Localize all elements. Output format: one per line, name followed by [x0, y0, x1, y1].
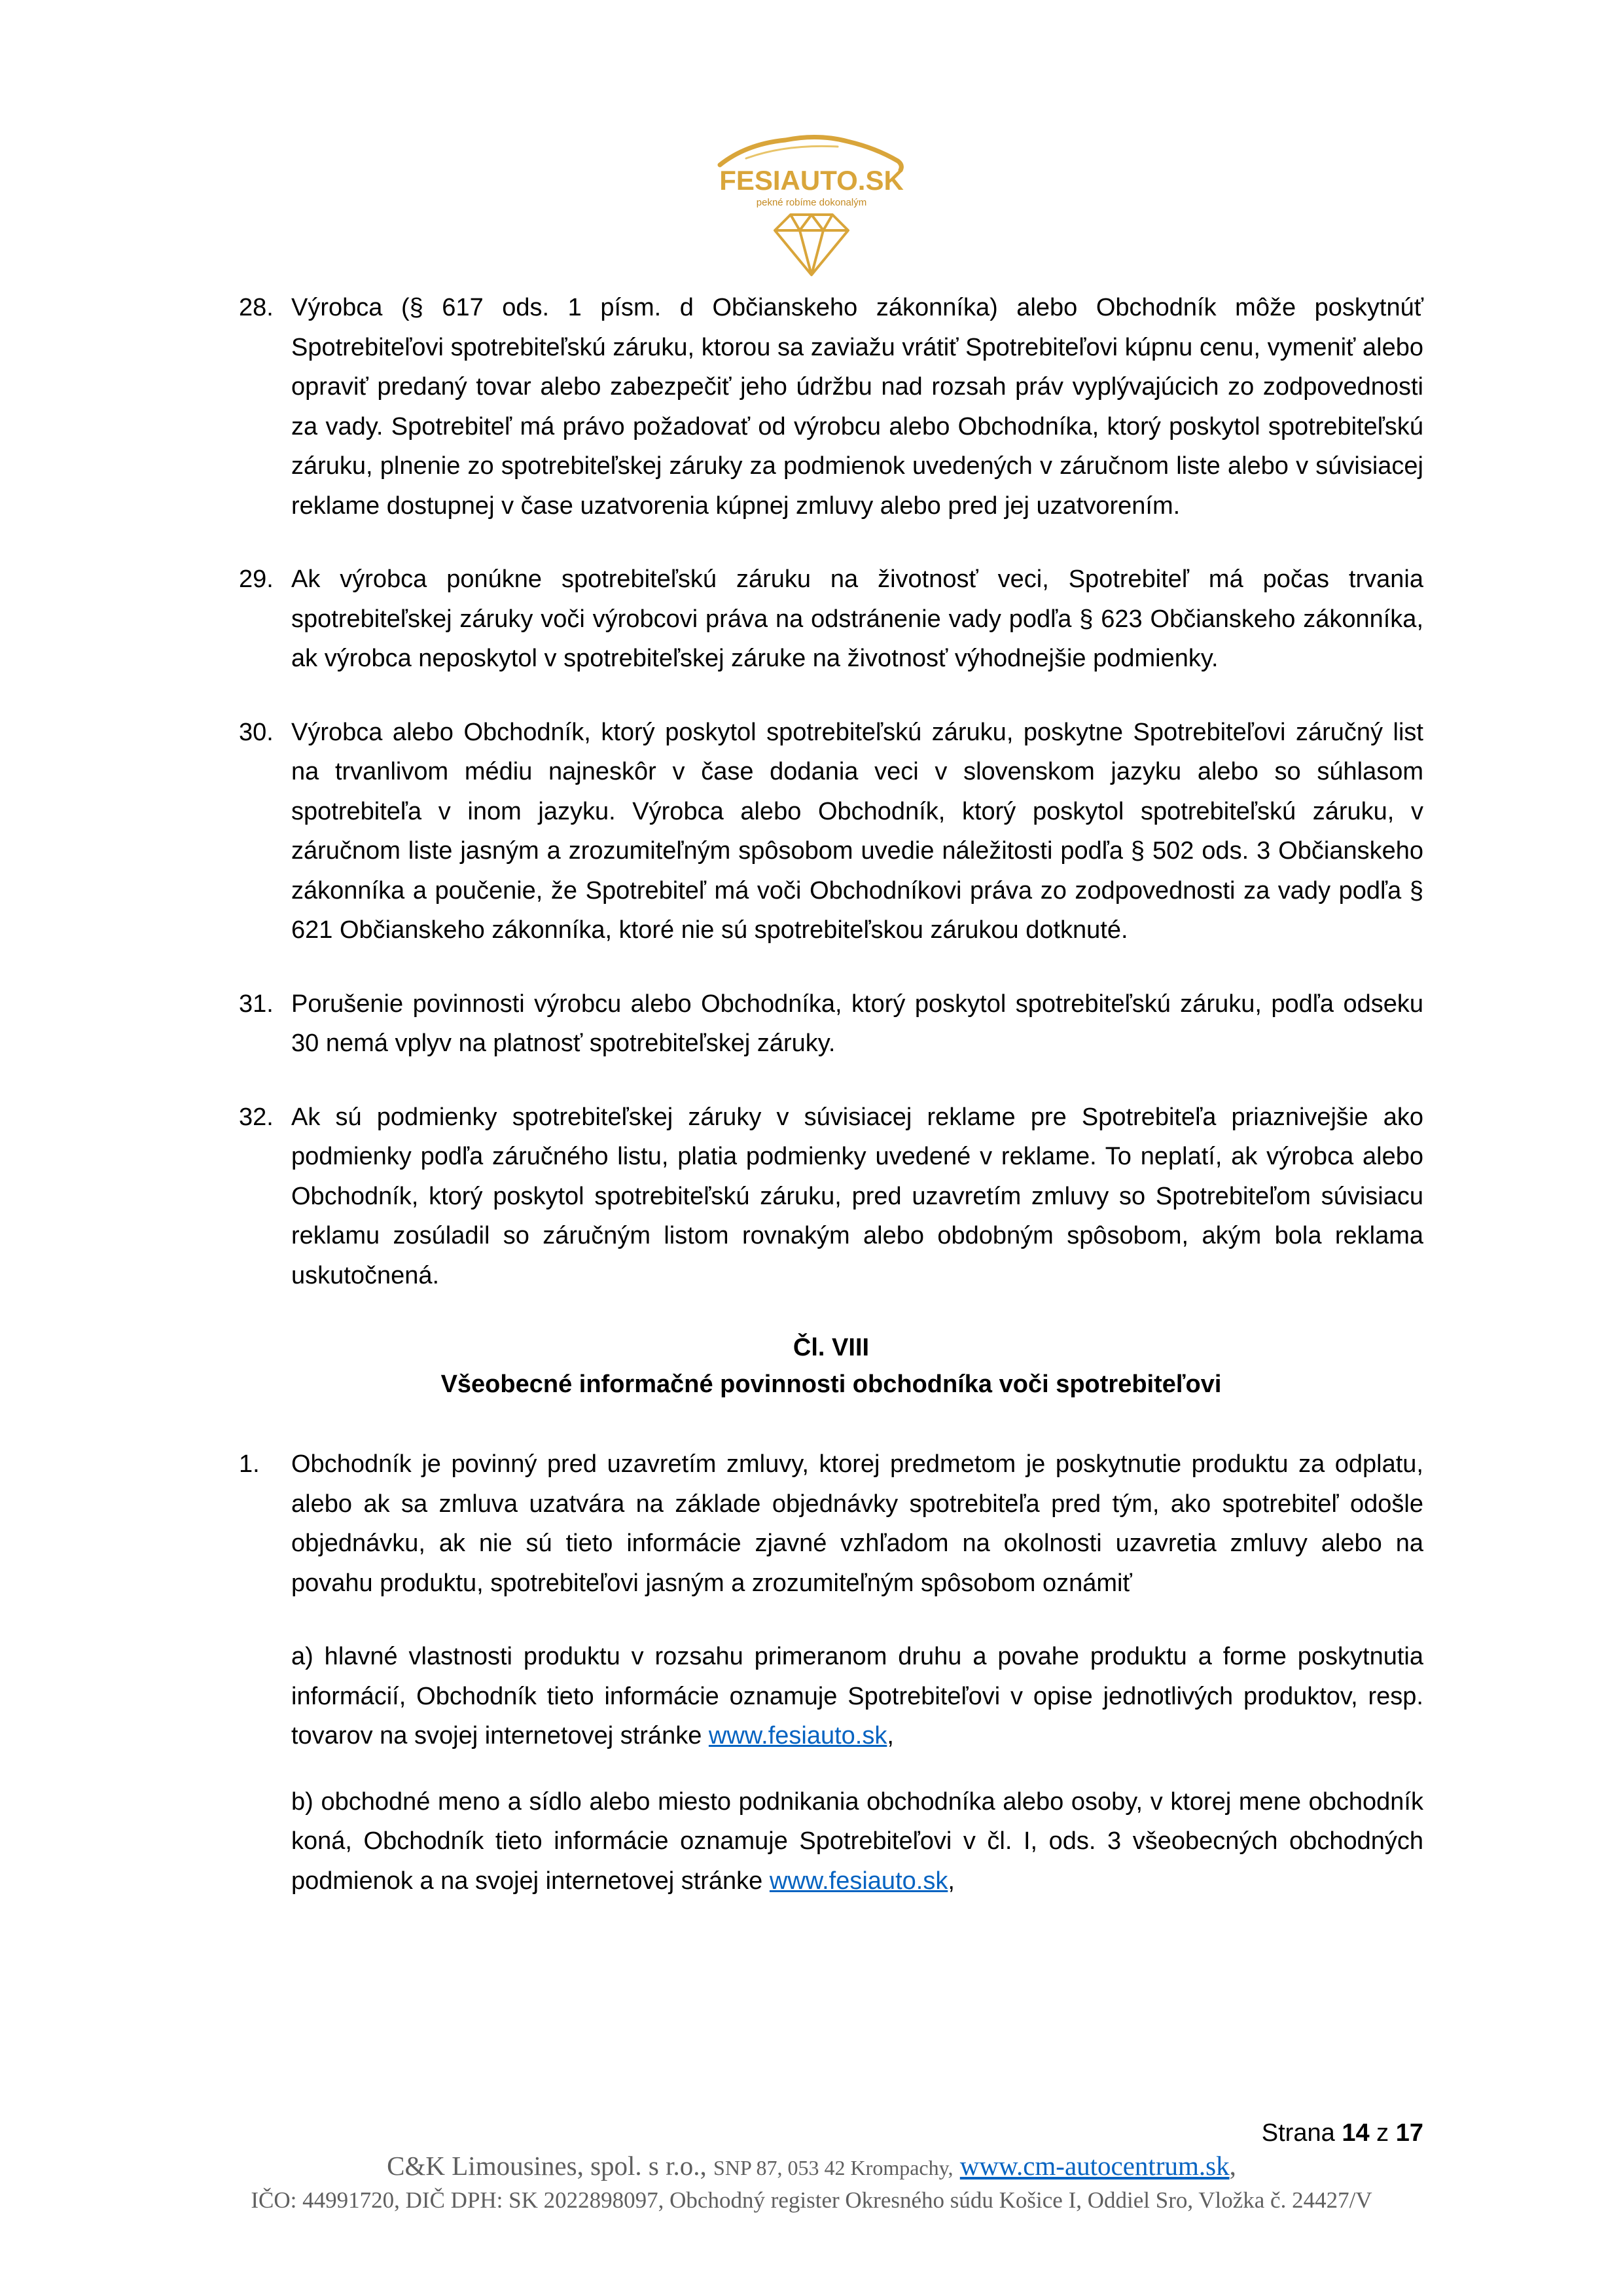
article-title: Všeobecné informačné povinnosti obchodníka voči spotrebiteľovi: [440, 1371, 1222, 1398]
footer-website-link[interactable]: www.cm-autocentrum.sk: [959, 2151, 1230, 2181]
clause-30: [239, 713, 1423, 950]
clause-text: Ak výrobca ponúkne spotrebiteľskú záruku na životnosť veci, Spotrebiteľ má počas trvania spotrebiteľskej záruky voči výrobcovi práva na odstránenie vady podľa § 623 Občianskeho zákonníka, ak výrobca neposkytol v spotrebiteľskej záruke na životnosť výhodnejšie podmienky.: [291, 565, 1423, 672]
subclause-list: [239, 1637, 1423, 1901]
page-separator: z: [1376, 2119, 1389, 2147]
clause-text: Ak sú podmienky spotrebiteľskej záruky v súvisiacej reklame pre Spotrebiteľa priaznivejšie ako podmienky podľa záručného listu, platia podmienky uvedené v reklame. To neplatí, ak výrobca alebo Obchodník, ktorý poskytol spotrebiteľskú záruku, pred uzavretím zmluvy so Spotrebiteľom súvisiacu reklamu zosúladil so záručným listom rovnakým alebo obdobným spôsobom, akým bola reklama uskutočnená.: [291, 1103, 1423, 1289]
section-heading: [239, 1329, 1423, 1403]
clause-number: 28.: [239, 294, 274, 321]
subclause-a: [291, 1637, 1423, 1756]
clause-number: 32.: [239, 1103, 274, 1131]
subclause-b: [291, 1782, 1423, 1901]
clause-31: [239, 984, 1423, 1064]
page-current: 14: [1342, 2119, 1370, 2147]
footer-company-line: [0, 2150, 1623, 2181]
logo-tagline: pekné robíme dokonalým: [756, 197, 867, 208]
subclause-a-punct: ,: [887, 1722, 894, 1749]
page-number: [1262, 2119, 1423, 2147]
website-link[interactable]: www.fesiauto.sk: [708, 1722, 887, 1749]
clause-1: [239, 1444, 1423, 1603]
logo-brand: FESIAUTO.SK: [719, 165, 904, 196]
clause-28: [239, 288, 1423, 526]
clause-text: Porušenie povinnosti výrobcu alebo Obchodníka, ktorý poskytol spotrebiteľskú záruku, podľa odseku 30 nemá vplyv na platnosť spotrebiteľskej záruky.: [291, 990, 1423, 1057]
clause-32: [239, 1098, 1423, 1296]
footer-website-punct: ,: [1229, 2151, 1236, 2181]
clause-29: [239, 560, 1423, 679]
diamond-icon: [775, 215, 848, 275]
logo-graphic: [707, 124, 916, 281]
clause-text: Výrobca alebo Obchodník, ktorý poskytol spotrebiteľskú záruku, poskytne Spotrebiteľovi záručný list na trvanlivom médiu najneskôr v čase dodania veci v slovenskom jazyku alebo so súhlasom spotrebiteľa v inom jazyku. Výrobca alebo Obchodník, ktorý poskytol spotrebiteľskú záruku, v záručnom liste jasným a zrozumiteľným spôsobom uvedie náležitosti podľa § 502 ods. 3 Občianskeho zákonníka a poučenie, že Spotrebiteľ má voči Obchodníkovi práva zo zodpovednosti za vady podľa § 621 Občianskeho zákonníka, ktoré nie sú spotrebiteľskou zárukou dotknuté.: [291, 718, 1423, 944]
document-body: [239, 288, 1423, 1927]
page-total: 17: [1395, 2119, 1423, 2147]
clause-number: 30.: [239, 718, 274, 746]
footer-address: SNP 87, 053 42 Krompachy,: [713, 2156, 954, 2179]
footer-company: C&K Limousines, spol. s r.o.,: [387, 2151, 707, 2181]
footer-registry-line: IČO: 44991720, DIČ DPH: SK 2022898097, Obchodný register Okresného súdu Košice I, Oddiel Sro, Vložka č. 24427/V: [251, 2187, 1372, 2213]
clause-number: 29.: [239, 565, 274, 593]
clause-text: Výrobca (§ 617 ods. 1 písm. d Občianskeho zákonníka) alebo Obchodník môže poskytnúť Spotrebiteľovi spotrebiteľskú záruku, ktorou sa zaviažu vrátiť Spotrebiteľovi kúpnu cenu, vymeniť alebo opraviť predaný tovar alebo zabezpečiť jeho údržbu nad rozsah práv vyplývajúcich zo zodpovednosti za vady. Spotrebiteľ má právo požadovať od výrobcu alebo Obchodníka, ktorý poskytol spotrebiteľskú záruku, plnenie zo spotrebiteľskej záruky za podmienok uvedených v záručnom liste alebo v súvisiacej reklame dostupnej v čase uzatvorenia kúpnej zmluvy alebo pred jej uzatvorením.: [291, 294, 1423, 520]
company-logo: [707, 124, 916, 281]
website-link[interactable]: www.fesiauto.sk: [769, 1867, 948, 1895]
subclause-b-punct: ,: [948, 1867, 955, 1895]
page-label: Strana: [1261, 2119, 1335, 2147]
clause-text: Obchodník je povinný pred uzavretím zmluvy, ktorej predmetom je poskytnutie produktu za odplatu, alebo ak sa zmluva uzatvára na základe objednávky spotrebiteľa pred tým, ako spotrebiteľ odošle objednávku, ak nie sú tieto informácie zjavné vzhľadom na okolnosti uzavretia zmluvy alebo na povahu produktu, spotrebiteľovi jasným a zrozumiteľným spôsobom oznámiť: [291, 1450, 1423, 1597]
subclause-a-text: a) hlavné vlastnosti produktu v rozsahu primeranom druhu a povahe produktu a forme poskytnutia informácií, Obchodník tieto informácie oznamuje Spotrebiteľovi v opise jednotlivých produktov, resp. tovarov na svojej internetovej stránke: [291, 1643, 1423, 1749]
clause-number: 1.: [239, 1450, 260, 1478]
article-number: Čl. VIII: [793, 1334, 870, 1361]
clause-number: 31.: [239, 990, 274, 1018]
subclause-b-text: b) obchodné meno a sídlo alebo miesto podnikania obchodníka alebo osoby, v ktorej mene obchodník koná, Obchodník tieto informácie oznamuje Spotrebiteľovi v čl. I, ods. 3 všeobecných obchodných podmienok a na svojej internetovej stránke: [291, 1787, 1423, 1895]
